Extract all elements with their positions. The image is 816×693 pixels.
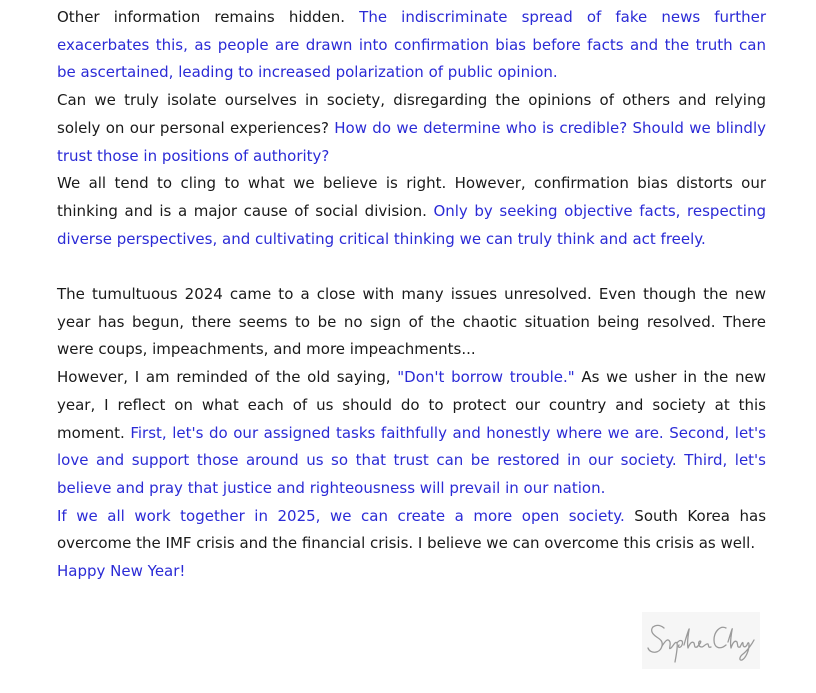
- paragraph: [57, 87, 766, 170]
- paragraph: [57, 281, 766, 364]
- paragraph: [57, 503, 766, 558]
- signature-image: [642, 612, 760, 669]
- body-text: Other information remains hidden.: [57, 8, 360, 26]
- body-text: South Korea has overcome the IMF crisis and the financial crisis. I believe we can overcome this crisis as well.: [57, 506, 767, 553]
- highlighted-text: Only by seeking objective facts, respecting diverse perspectives, and cultivating critical thinking we can truly think and act freely.: [57, 201, 767, 248]
- highlighted-text: "Don't borrow trouble.": [397, 368, 575, 387]
- paragraph: [57, 558, 766, 586]
- highlighted-text: The indiscriminate spread of fake news further exacerbates this, as people are drawn into confirmation bias before facts and the truth can be ascertained, leading to increased polarization of public opinion.: [57, 8, 766, 82]
- body-text: The tumultuous 2024 came to a close with many issues unresolved. Even though the new year has begun, there seems to be no sign of the chaotic situation being resolved. There were coups, impeachments, and more impeachments...: [57, 285, 766, 359]
- body-text: As we usher in the new year, I reflect on what each of us should do to protect our country and society at this moment.: [57, 368, 766, 442]
- body-text: However, I am reminded of the old saying,: [57, 368, 398, 387]
- highlighted-text: First, let's do our assigned tasks faithfully and honestly where we are. Second, let's love and support those around us so that trust can be restored in our society. Third, let's believe and pray that justice and righteousness will prevail in our nation.: [57, 423, 766, 497]
- handwritten-signature: [642, 612, 760, 669]
- highlighted-text: How do we determine who is credible? Should we blindly trust those in positions of authority?: [57, 118, 766, 165]
- signature-text: [642, 669, 643, 670]
- highlighted-text: Happy New Year!: [57, 562, 186, 581]
- body-text: We all tend to cling to what we believe is right. However, confirmation bias distorts our thinking and is a major cause of social division.: [57, 174, 766, 220]
- highlighted-text: If we all work together in 2025, we can create a more open society.: [57, 506, 625, 525]
- body-text: Can we truly isolate ourselves in society, disregarding the opinions of others and relying solely on our personal experiences?: [57, 91, 766, 137]
- paragraph: [57, 170, 766, 253]
- paragraph: [57, 4, 766, 87]
- document-body: [57, 4, 766, 586]
- paragraph-break: [57, 253, 766, 281]
- paragraph: [57, 364, 766, 503]
